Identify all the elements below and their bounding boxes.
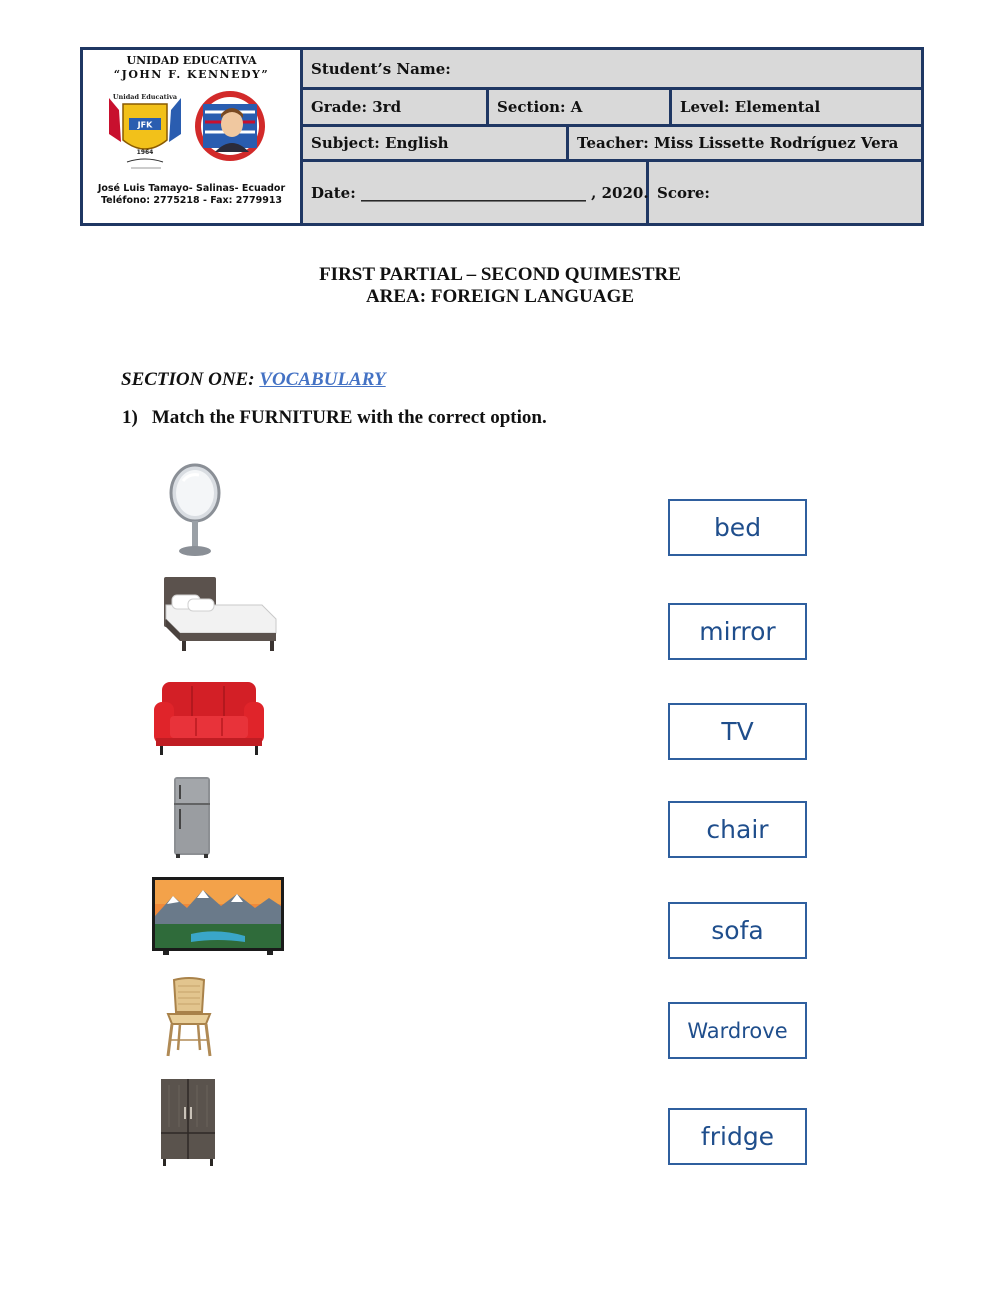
subject-field: Subject: English	[303, 127, 569, 159]
question-1	[122, 407, 547, 429]
school-phone: Teléfono: 2775218 - Fax: 2779913	[100, 195, 283, 206]
tv-icon[interactable]	[151, 876, 285, 956]
vocabulary-link[interactable]: VOCABULARY	[259, 369, 386, 390]
wardrobe-icon[interactable]	[159, 1077, 217, 1167]
header-table	[80, 47, 924, 226]
svg-text:Unidad Educativa: Unidad Educativa	[112, 93, 178, 101]
fridge-icon[interactable]	[170, 775, 214, 859]
section-prefix: SECTION ONE:	[121, 369, 260, 390]
school-address: José Luis Tamayo- Salinas- Ecuador	[97, 183, 286, 194]
school-subname: “JOHN F. KENNEDY”	[113, 68, 270, 81]
kennedy-badge-icon	[195, 91, 265, 161]
sofa-icon[interactable]	[152, 678, 266, 756]
school-crest-icon	[109, 93, 181, 168]
row-subject	[303, 127, 921, 162]
chair-icon[interactable]	[162, 976, 216, 1058]
option-bed[interactable]: bed	[668, 499, 807, 556]
section-field: Section: A	[489, 90, 672, 124]
option-mirror[interactable]: mirror	[668, 603, 807, 660]
svg-text:1964: 1964	[136, 149, 154, 156]
row-date	[303, 162, 921, 223]
option-chair[interactable]: chair	[668, 801, 807, 858]
option-fridge[interactable]: fridge	[668, 1108, 807, 1165]
row-student	[303, 50, 921, 90]
question-text: Match the FURNITURE with the correct option.	[151, 407, 547, 428]
row-grade	[303, 90, 921, 127]
question-number: 1)	[122, 407, 138, 428]
info-fields	[303, 50, 921, 223]
school-address-block	[83, 183, 300, 207]
svg-text:JFK: JFK	[137, 120, 153, 130]
grade-field: Grade: 3rd	[303, 90, 489, 124]
option-tv[interactable]: TV	[668, 703, 807, 760]
teacher-field: Teacher: Miss Lissette Rodríguez Vera	[569, 127, 921, 159]
exam-area: AREA: FOREIGN LANGUAGE	[365, 286, 635, 307]
option-wardrobe[interactable]: Wardrove	[668, 1002, 807, 1059]
option-sofa[interactable]: sofa	[668, 902, 807, 959]
section-heading	[121, 369, 386, 391]
date-field[interactable]: Date: ______________________________ , 2020.	[303, 162, 649, 223]
score-field[interactable]: Score:	[649, 162, 921, 223]
bed-icon[interactable]	[162, 575, 280, 655]
school-name: UNIDAD EDUCATIVA	[126, 54, 257, 67]
level-field: Level: Elemental	[672, 90, 921, 124]
school-logos	[105, 90, 285, 178]
school-block	[83, 50, 303, 223]
student-name-field[interactable]: Student’s Name:	[303, 50, 921, 87]
exam-title: FIRST PARTIAL – SECOND QUIMESTRE	[319, 264, 681, 285]
mirror-icon[interactable]	[165, 463, 225, 558]
